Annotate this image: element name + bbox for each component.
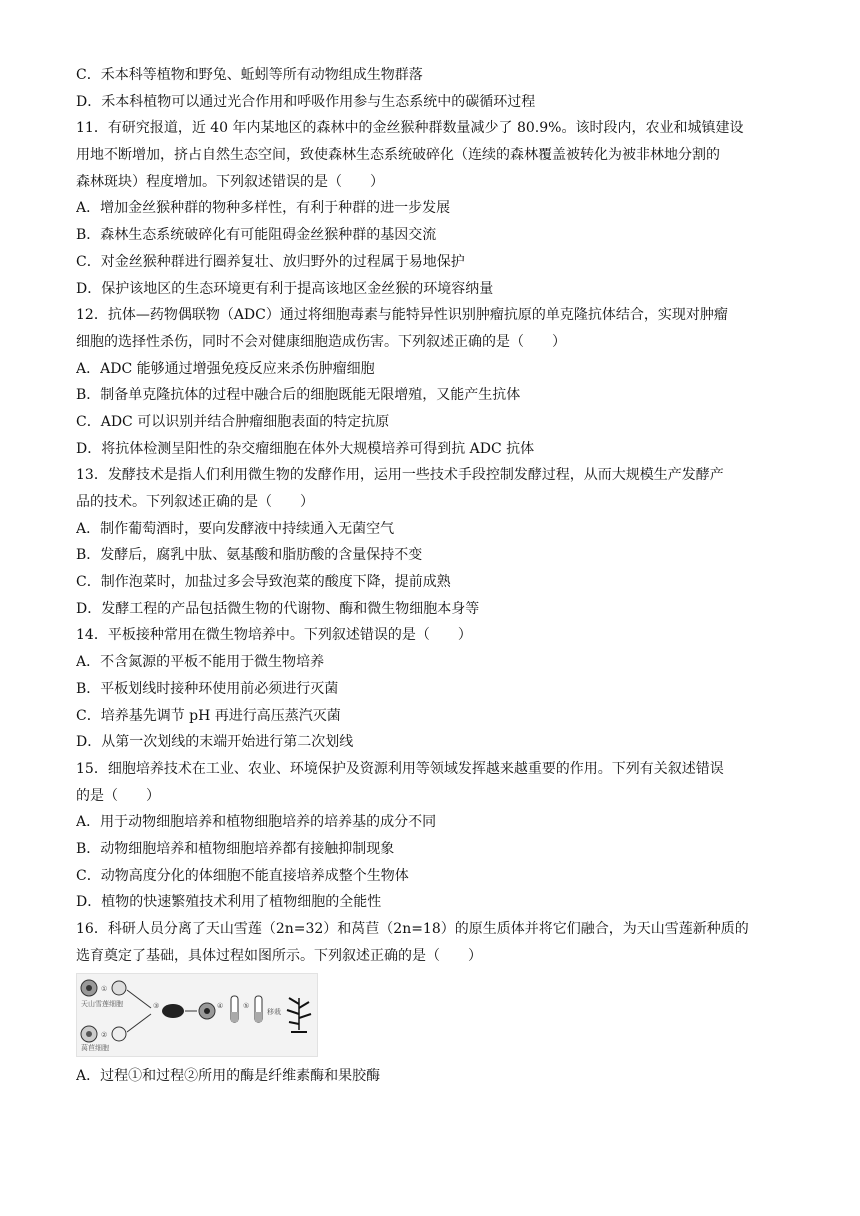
test-tube-2-medium <box>255 1012 262 1022</box>
question-15-stem-line-2: 的是（ ） <box>76 787 160 804</box>
lettuce-label: 莴苣细胞 <box>81 1044 109 1053</box>
arrow-bottom <box>127 1014 151 1032</box>
option-14c: C．培养基先调节 pH 再进行高压蒸汽灭菌 <box>76 707 341 724</box>
option-11d: D．保护该地区的生态环境更有利于提高该地区金丝猴的环境容纳量 <box>76 280 494 297</box>
question-16-stem-line-1: 16．科研人员分离了天山雪莲（2n=32）和莴苣（2n=18）的原生质体并将它们融合，为天山雪莲新种质的 <box>76 921 749 937</box>
question-16-stem-line-2: 选育奠定了基础，具体过程如图所示。下列叙述正确的是（ ） <box>76 947 482 964</box>
question-11-stem-line-1: 11．有研究报道，近 40 年内某地区的森林中的金丝猴种群数量减少了 80.9%。该时段内，农业和城镇建设 <box>76 120 744 137</box>
step-5-label: ⑤ <box>243 1002 250 1011</box>
fusion-process-diagram <box>77 974 317 1056</box>
option-13c: C．制作泡菜时，加盐过多会导致泡菜的酸度下降，提前成熟 <box>76 574 451 591</box>
option-10c: C．禾本科等植物和野兔、蚯蚓等所有动物组成生物群落 <box>76 67 423 83</box>
protoplast-fusion-figure <box>76 973 318 1057</box>
option-14d: D．从第一次划线的末端开始进行第二次划线 <box>76 734 354 751</box>
transplant-label: 移栽 <box>267 1008 281 1017</box>
arrow-top <box>127 990 151 1008</box>
option-12d: D．将抗体检测呈阳性的杂交瘤细胞在体外大规模培养可得到抗 ADC 抗体 <box>76 440 535 457</box>
option-13a: A．制作葡萄酒时，要向发酵液中持续通入无菌空气 <box>76 520 395 537</box>
snow-lotus-nucleus-icon <box>86 985 92 991</box>
option-14b: B．平板划线时接种环使用前必须进行灭菌 <box>76 680 339 697</box>
option-15c: C．动物高度分化的体细胞不能直接培养成整个生物体 <box>76 867 409 884</box>
lettuce-protoplast-icon <box>112 1027 126 1041</box>
step-1-label: ① <box>101 985 108 994</box>
option-10d: D．禾本科植物可以通过光合作用和呼吸作用参与生态系统中的碳循环过程 <box>76 93 536 110</box>
option-13d: D．发酵工程的产品包括微生物的代谢物、酶和微生物细胞本身等 <box>76 600 480 617</box>
option-15d: D．植物的快速繁殖技术利用了植物细胞的全能性 <box>76 894 382 911</box>
lettuce-nucleus-icon <box>86 1031 92 1037</box>
snow-lotus-label: 天山雪莲细胞 <box>81 1000 123 1009</box>
question-page <box>76 62 788 1090</box>
fused-cell-icon <box>162 1004 184 1018</box>
option-12c: C．ADC 可以识别并结合肿瘤细胞表面的特定抗原 <box>76 413 390 430</box>
hybrid-nucleus-icon <box>204 1008 210 1014</box>
option-11b: B．森林生态系统破碎化有可能阻碍金丝猴种群的基因交流 <box>76 227 437 244</box>
question-15-stem-line-1: 15．细胞培养技术在工业、农业、环境保护及资源利用等领域发挥越来越重要的作用。下列有关叙述错误 <box>76 760 724 777</box>
question-11-stem-line-2: 用地不断增加，挤占自然生态空间，致使森林生态系统破碎化（连续的森林覆盖被转化为被非林地分割的 <box>76 147 720 164</box>
test-tube-1-medium <box>231 1012 238 1022</box>
question-13-stem-line-1: 13．发酵技术是指人们利用微生物的发酵作用，运用一些技术手段控制发酵过程，从而大规模生产发酵产 <box>76 467 724 484</box>
option-12a: A．ADC 能够通过增强免疫反应来杀伤肿瘤细胞 <box>76 360 375 377</box>
option-11c: C．对金丝猴种群进行圈养复壮、放归野外的过程属于易地保护 <box>76 253 465 270</box>
question-14-stem: 14．平板接种常用在微生物培养中。下列叙述错误的是（ ） <box>76 627 472 644</box>
question-11-stem-line-3: 森林斑块）程度增加。下列叙述错误的是（ ） <box>76 173 384 190</box>
option-14a: A．不含氮源的平板不能用于微生物培养 <box>76 654 325 671</box>
option-13b: B．发酵后，腐乳中肽、氨基酸和脂肪酸的含量保持不变 <box>76 547 423 564</box>
question-12-stem-line-1: 12．抗体—药物偶联物（ADC）通过将细胞毒素与能特异性识别肿瘤抗原的单克隆抗体结合，实现对肿瘤 <box>76 307 728 324</box>
option-16a: A．过程①和过程②所用的酶是纤维素酶和果胶酶 <box>76 1068 381 1085</box>
option-12b: B．制备单克隆抗体的过程中融合后的细胞既能无限增殖，又能产生抗体 <box>76 387 521 404</box>
step-4-label: ④ <box>217 1002 224 1011</box>
option-15b: B．动物细胞培养和植物细胞培养都有接触抑制现象 <box>76 840 395 857</box>
step-2-label: ② <box>101 1031 108 1040</box>
option-11a: A．增加金丝猴种群的物种多样性，有利于种群的进一步发展 <box>76 200 451 217</box>
question-12-stem-line-2: 细胞的选择性杀伤，同时不会对健康细胞造成伤害。下列叙述正确的是（ ） <box>76 333 566 350</box>
step-3-label: ③ <box>153 1002 160 1011</box>
option-15a: A．用于动物细胞培养和植物细胞培养的培养基的成分不同 <box>76 814 437 831</box>
question-13-stem-line-2: 品的技术。下列叙述正确的是（ ） <box>76 494 314 510</box>
snow-lotus-protoplast-icon <box>112 981 126 995</box>
